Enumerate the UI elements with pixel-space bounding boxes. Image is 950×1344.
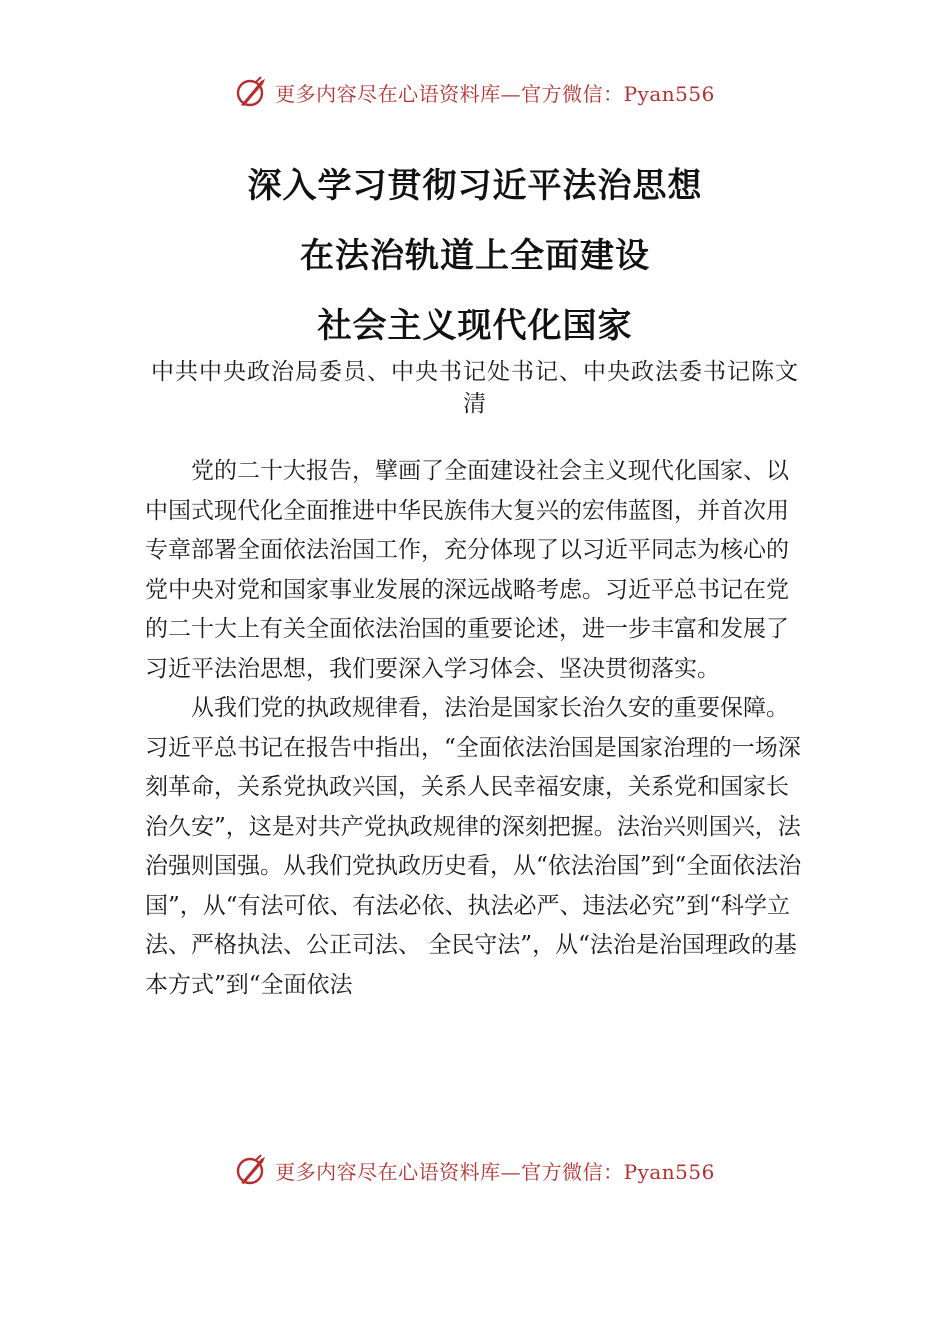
quill-pen-circle-icon	[235, 75, 269, 109]
watermark-footer	[0, 1150, 950, 1190]
watermark-text: 更多内容尽在心语资料库—官方微信：Pyan556	[275, 81, 715, 106]
page-title-line-2: 在法治轨道上全面建设	[300, 236, 650, 276]
quill-pen-circle-icon	[235, 1153, 269, 1187]
paragraph-2: 从我们党的执政规律看，法治是国家长治久安的重要保障。习近平总书记在报告中指出，“全面依法治国是国家治理的一场深刻革命，关系党执政兴国，关系人民幸福安康，关系党和国家长治久安”，这是对共产党执政规律的深刻把握。法治兴则国兴，法治强则国强。从我们党执政历史看，从“依法治国”到“全面依法治国”，从“有法可依、有法必依、执法必严、违法必究”到“科学立法、严格执法、公正司法、 全民守法”，从“法治是治国理政的基本方式”到“全面依法	[145, 695, 802, 998]
page-title-line-3: 社会主义现代化国家	[317, 306, 633, 346]
watermark-text: 更多内容尽在心语资料库—官方微信：Pyan556	[275, 1159, 715, 1184]
article-body	[145, 452, 810, 1005]
watermark-header	[0, 72, 950, 112]
paragraph-1: 党的二十大报告，擘画了全面建设社会主义现代化国家、以中国式现代化全面推进中华民族伟大复兴的宏伟蓝图，并首次用专章部署全面依法治国工作，充分体现了以习近平同志为核心的党中央对党和国家事业发展的深远战略考虑。习近平总书记在党的二十大上有关全面依法治国的重要论述，进一步丰富和发展了习近平法治思想，我们要深入学习体会、坚决贯彻落实。	[145, 458, 789, 682]
author-line: 中共中央政治局委员、中央书记处书记、中央政法委书记陈文清	[151, 359, 799, 417]
page-title-line-1: 深入学习贯彻习近平法治思想	[247, 166, 703, 206]
